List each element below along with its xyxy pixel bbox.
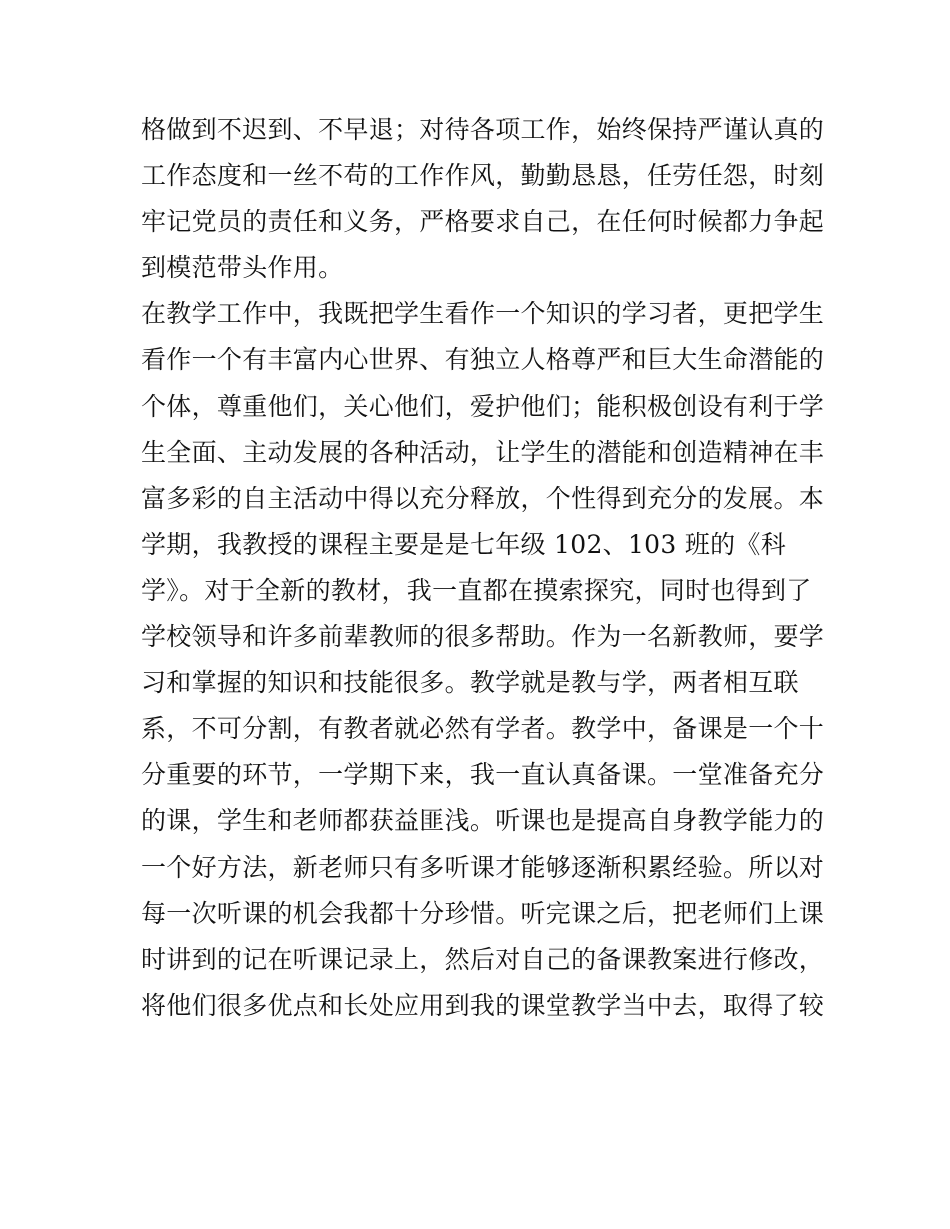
text-line: 牢记党员的责任和义务，严格要求自己，在任何时候都力争起 [141,207,825,237]
text-line: 生全面、主动发展的各种活动，让学生的潜能和创造精神在丰 [141,437,825,467]
text-line: 学校领导和许多前辈教师的很多帮助。作为一名新教师，要学 [141,622,825,652]
text-line: 系，不可分割，有教者就必然有学者。教学中，备课是一个十 [141,714,825,744]
text-line: 个体，尊重他们，关心他们，爱护他们；能积极创设有利于学 [141,391,825,421]
text-line: 习和掌握的知识和技能很多。教学就是教与学，两者相互联 [141,668,799,698]
text-line: 在教学工作中，我既把学生看作一个知识的学习者，更把学生 [141,299,825,329]
text-line: 学》。对于全新的教材，我一直都在摸索探究，同时也得到了 [141,575,812,605]
text-line: 看作一个有丰富内心世界、有独立人格尊严和巨大生命潜能的 [141,345,825,375]
text-line: 富多彩的自主活动中得以充分释放，个性得到充分的发展。本 [141,483,825,513]
text-line: 每一次听课的机会我都十分珍惜。听完课之后，把老师们上课 [141,898,825,928]
text-line: 工作态度和一丝不苟的工作作风，勤勤恳恳，任劳任怨，时刻 [141,161,825,191]
text-line: 分重要的环节，一学期下来，我一直认真备课。一堂准备充分 [141,760,825,790]
text-line: 时讲到的记在听课记录上，然后对自己的备课教案进行修改， [141,944,825,974]
text-line: 到模范带头作用。 [141,253,344,283]
text-line: 一个好方法，新老师只有多听课才能够逐渐积累经验。所以对 [141,852,825,882]
body-text [141,107,825,1029]
text-line: 的课，学生和老师都获益匪浅。听课也是提高自身教学能力的 [141,806,825,836]
text-line: 格做到不迟到、不早退；对待各项工作，始终保持严谨认真的 [141,115,825,144]
text-line: 学期，我教授的课程主要是是七年级 102、103 班的《科 [141,529,787,559]
text-line: 将他们很多优点和长处应用到我的课堂教学当中去，取得了较 [141,990,825,1020]
